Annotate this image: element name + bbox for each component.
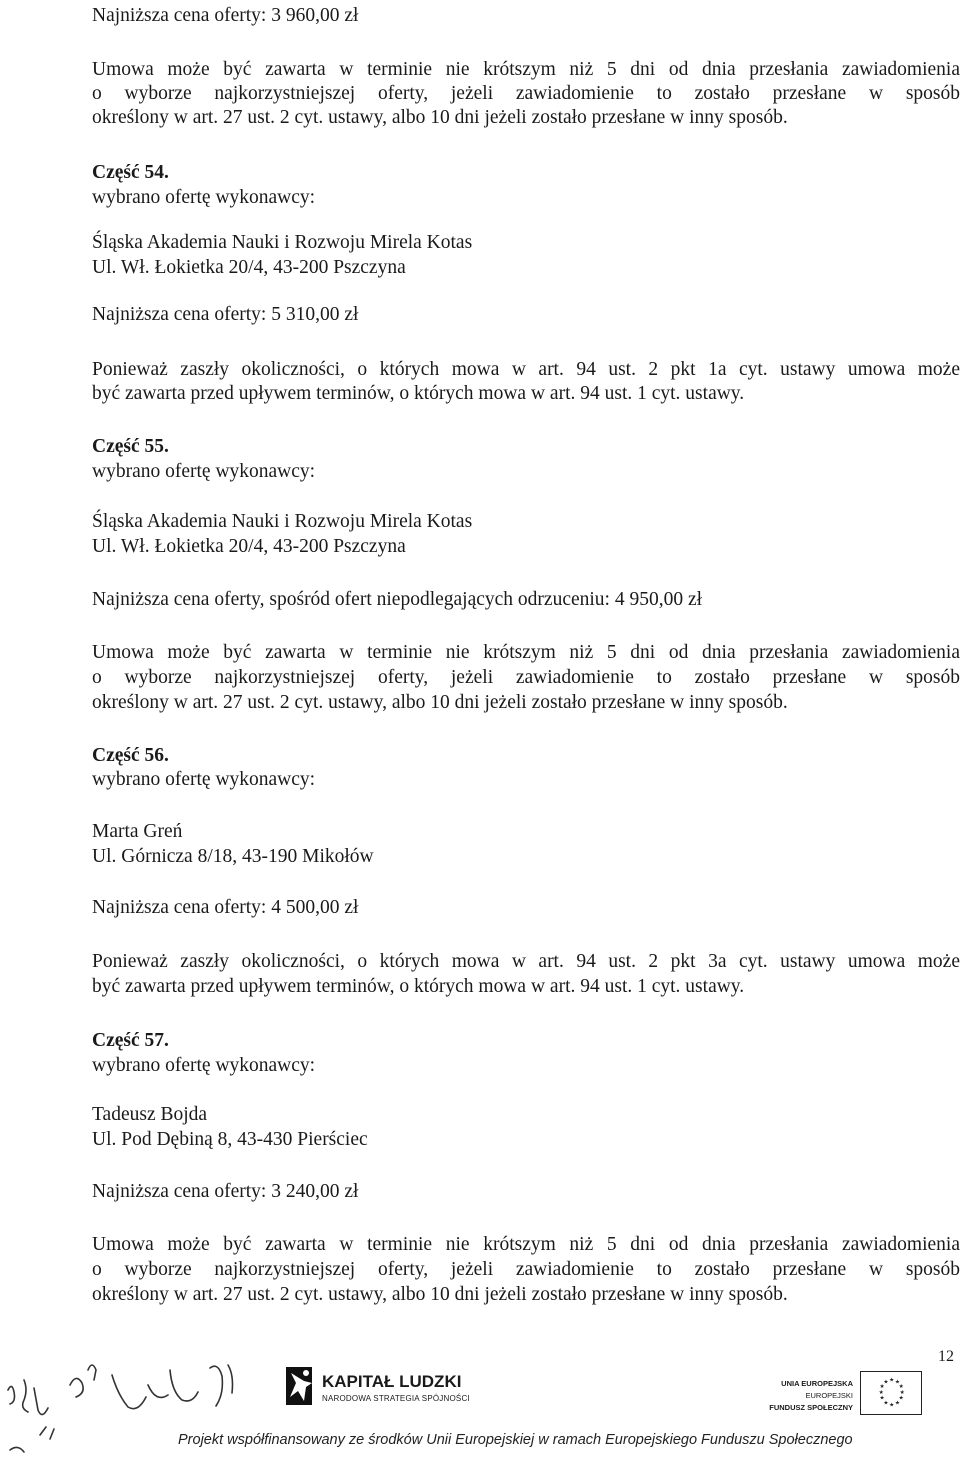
paragraph-line: Umowa może być zawarta w terminie nie krótszym niż 5 dni od dnia przesłania zawiadomienia: [92, 642, 960, 663]
paragraph-line: określony w art. 27 ust. 2 cyt. ustawy, albo 10 dni jeżeli zostało przesłane w inny sposób.: [92, 107, 788, 128]
paragraph-line: o wyborze najkorzystniejszej oferty, jeżeli zawiadomienie to zostało przesłane w sposób: [92, 667, 960, 688]
contractor-address: Ul. Wł. Łokietka 20/4, 43-200 Pszczyna: [92, 536, 406, 557]
section-heading: Część 56.: [92, 745, 169, 766]
svg-text:★: ★: [879, 1384, 885, 1391]
svg-text:★: ★: [883, 1379, 889, 1386]
price-line: Najniższa cena oferty: 3 240,00 zł: [92, 1181, 359, 1202]
paragraph-line: Umowa może być zawarta w terminie nie krótszym niż 5 dni od dnia przesłania zawiadomienia: [92, 1234, 960, 1255]
svg-text:★: ★: [879, 1395, 885, 1402]
contractor-name: Śląska Akademia Nauki i Rozwoju Mirela Kotas: [92, 511, 473, 532]
price-line: Najniższa cena oferty: 4 500,00 zł: [92, 897, 359, 918]
project-footer: Projekt współfinansowany ze środków Unii Europejskiej w ramach Europejskiego Funduszu Społecznego: [178, 1432, 853, 1448]
contractor-name: Tadeusz Bojda: [92, 1104, 208, 1125]
paragraph-line: o wyborze najkorzystniejszej oferty, jeżeli zawiadomienie to zostało przesłane w sposób: [92, 83, 960, 104]
price-line: Najniższa cena oferty: 3 960,00 zł: [92, 5, 359, 26]
paragraph-line: być zawarta przed upływem terminów, o których mowa w art. 94 ust. 1 cyt. ustawy.: [92, 976, 745, 997]
kapital-ludzki-title: KAPITAŁ LUDZKI: [322, 1372, 462, 1391]
section-subheading: wybrano ofertę wykonawcy:: [92, 187, 316, 208]
contractor-name: Marta Greń: [92, 821, 183, 842]
eu-flag-icon: [860, 1371, 922, 1415]
page-number: 12: [938, 1348, 954, 1365]
section-heading: Część 54.: [92, 162, 169, 183]
paragraph-line: Ponieważ zaszły okoliczności, o których mowa w art. 94 ust. 2 pkt 1a cyt. ustawy umowa może: [92, 359, 960, 380]
section-subheading: wybrano ofertę wykonawcy:: [92, 461, 316, 482]
paragraph-line: być zawarta przed upływem terminów, o których mowa w art. 94 ust. 1 cyt. ustawy.: [92, 383, 745, 404]
contractor-address: Ul. Wł. Łokietka 20/4, 43-200 Pszczyna: [92, 257, 406, 278]
svg-text:★: ★: [899, 1389, 905, 1396]
price-line: Najniższa cena oferty: 5 310,00 zł: [92, 304, 359, 325]
eu-label-fund: FUNDUSZ SPOŁECZNY: [769, 1403, 853, 1412]
paragraph-line: o wyborze najkorzystniejszej oferty, jeżeli zawiadomienie to zostało przesłane w sposób: [92, 1259, 960, 1280]
kapital-ludzki-subtitle: NARODOWA STRATEGIA SPÓJNOŚCI: [322, 1394, 470, 1403]
section-subheading: wybrano ofertę wykonawcy:: [92, 1055, 316, 1076]
paragraph-line: Umowa może być zawarta w terminie nie krótszym niż 5 dni od dnia przesłania zawiadomienia: [92, 59, 960, 80]
contractor-name: Śląska Akademia Nauki i Rozwoju Mirela Kotas: [92, 232, 473, 253]
svg-text:★: ★: [894, 1400, 900, 1407]
section-heading: Część 57.: [92, 1030, 169, 1051]
section-subheading: wybrano ofertę wykonawcy:: [92, 769, 316, 790]
svg-text:★: ★: [878, 1389, 884, 1396]
svg-text:★: ★: [889, 1402, 895, 1409]
svg-text:★: ★: [898, 1384, 904, 1391]
price-line: Najniższa cena oferty, spośród ofert niepodlegających odrzuceniu: 4 950,00 zł: [92, 589, 703, 610]
kapital-ludzki-logo-icon: [282, 1365, 316, 1409]
svg-text:★: ★: [889, 1377, 895, 1384]
paragraph-line: określony w art. 27 ust. 2 cyt. ustawy, albo 10 dni jeżeli zostało przesłane w inny sposób.: [92, 692, 788, 713]
eu-label-european: EUROPEJSKI: [805, 1391, 853, 1400]
svg-text:★: ★: [894, 1379, 900, 1386]
contractor-address: Ul. Górnicza 8/18, 43-190 Mikołów: [92, 846, 374, 867]
svg-text:★: ★: [883, 1400, 889, 1407]
paragraph-line: Ponieważ zaszły okoliczności, o których mowa w art. 94 ust. 2 pkt 3a cyt. ustawy umowa może: [92, 951, 960, 972]
contractor-address: Ul. Pod Dębiną 8, 43-430 Pierściec: [92, 1129, 368, 1150]
paragraph-line: określony w art. 27 ust. 2 cyt. ustawy, albo 10 dni jeżeli zostało przesłane w inny sposób.: [92, 1284, 788, 1305]
section-heading: Część 55.: [92, 436, 169, 457]
eu-label-union: UNIA EUROPEJSKA: [781, 1379, 853, 1388]
svg-text:★: ★: [898, 1395, 904, 1402]
